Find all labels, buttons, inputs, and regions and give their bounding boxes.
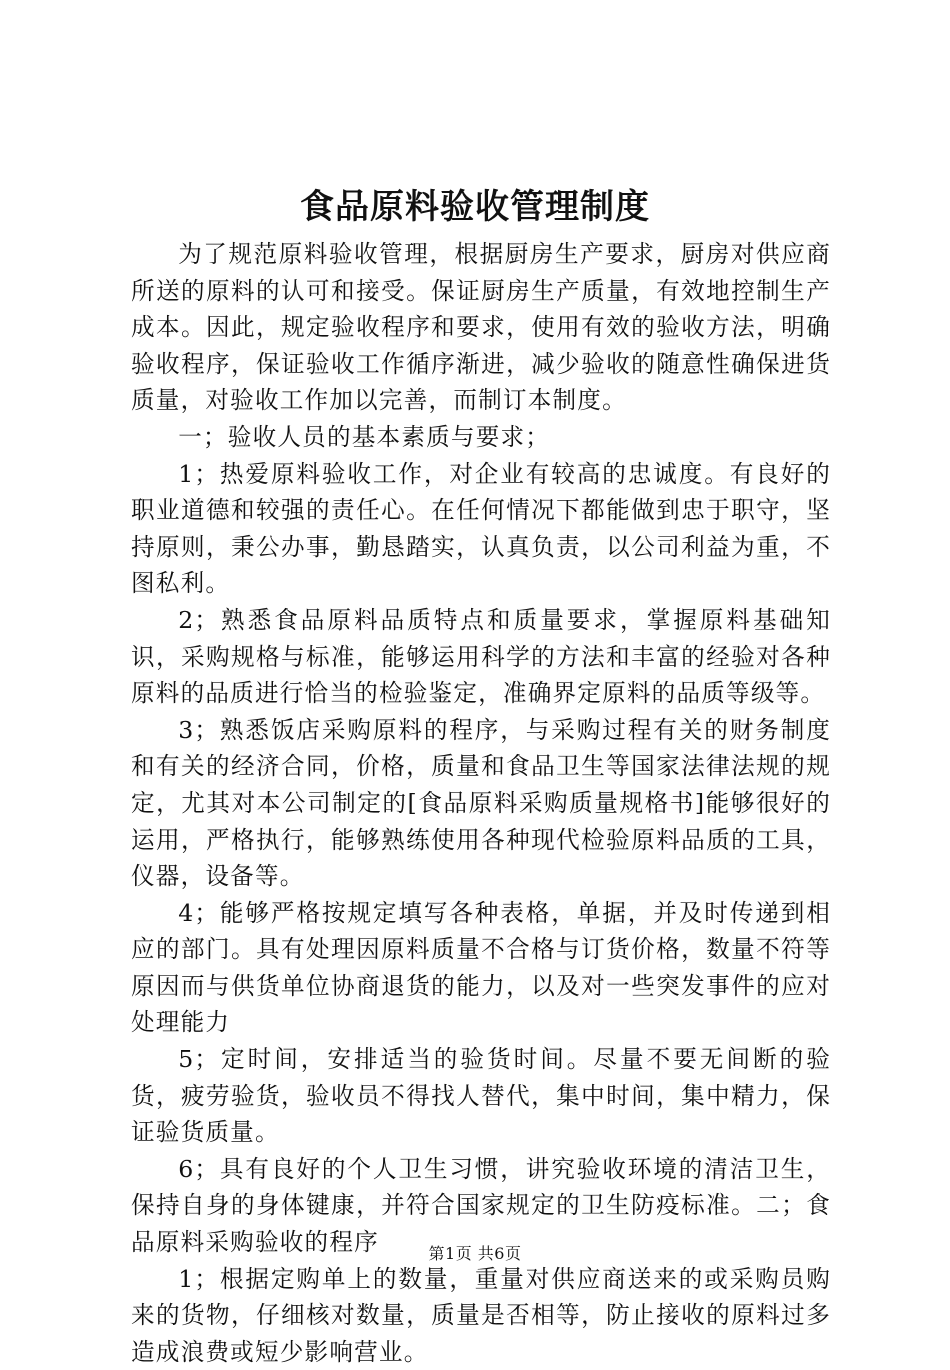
page-footer: 第1页 共6页 [428, 1244, 522, 1263]
document-title: 食品原料验收管理制度 [300, 187, 650, 227]
paragraph-intro: 为了规范原料验收管理，根据厨房生产要求，厨房对供应商所送的原料的认可和接受。保证厨房生产质量，有效地控制生产成本。因此，规定验收程序和要求，使用有效的验收方法，明确验收程序，保证验收工作循序渐进，减少验收的随意性确保进货质量，对验收工作加以完善，而制订本制度。 [131, 240, 831, 415]
section-heading-1: 一；验收人员的基本素质与要求； [178, 422, 551, 451]
paragraph-item-1: 1；热爱原料验收工作，对企业有较高的忠诚度。有良好的职业道德和较强的责任心。在任何情况下都能做到忠于职守，坚持原则，秉公办事，勤恳踏实，认真负责，以公司利益为重，不图私利。 [131, 459, 831, 598]
paragraph-item-4: 4；能够严格按规定填写各种表格，单据，并及时传递到相应的部门。具有处理因原料质量不合格与订货价格，数量不符等原因而与供货单位协商退货的能力，以及对一些突发事件的应对处理能力 [131, 898, 831, 1037]
paragraph-item-3: 3；熟悉饭店采购原料的程序，与采购过程有关的财务制度和有关的经济合同，价格，质量和食品卫生等国家法律法规的规定，尤其对本公司制定的[食品原料采购质量规格书]能够很好的运用，严格执行，能够熟练使用各种现代检验原料品质的工具，仪器，设备等。 [131, 715, 831, 891]
paragraph-procedure-1: 1；根据定购单上的数量，重量对供应商送来的或采购员购来的货物，仔细核对数量，质量是否相等，防止接收的原料过多造成浪费或短少影响营业。 [131, 1264, 831, 1366]
paragraph-item-6: 6；具有良好的个人卫生习惯，讲究验收环境的清洁卫生，保持自身的身体键康，并符合国家规定的卫生防疫标准。二；食品原料采购验收的程序 [131, 1154, 831, 1257]
paragraph-item-2: 2；熟悉食品原料品质特点和质量要求，掌握原料基础知识，采购规格与标准，能够运用科学的方法和丰富的经验对各种原料的品质进行恰当的检验鉴定，准确界定原料的品质等级等。 [131, 605, 831, 708]
document-body [131, 236, 831, 1370]
paragraph-item-5: 5；定时间，安排适当的验货时间。尽量不要无间断的验货，疲劳验货，验收员不得找人替代，集中时间，集中精力，保证验货质量。 [131, 1045, 831, 1147]
